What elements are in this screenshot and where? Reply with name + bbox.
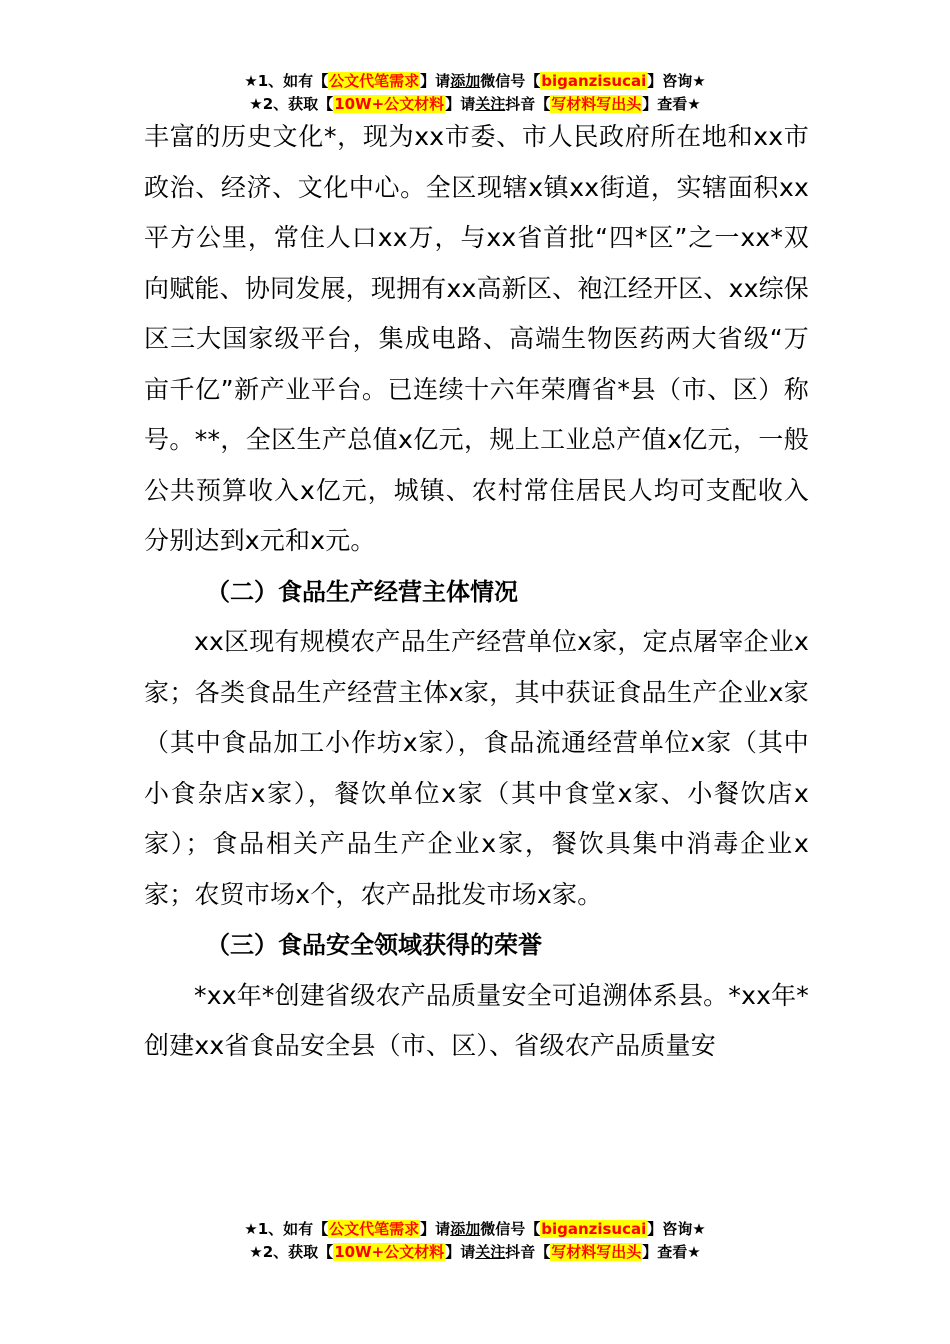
banner-text: 】请 [445, 95, 476, 113]
banner-text: 抖音【 [505, 95, 551, 113]
banner-highlight: 公文代笔需求 [329, 1220, 420, 1238]
banner-text: 】请 [420, 72, 451, 90]
banner-text: 微信号【 [480, 1220, 541, 1238]
section-heading-2: （二）食品生产经营主体情况 [206, 577, 518, 606]
paragraph-food-entities: xx区现有规模农产品生产经营单位x家，定点屠宰企业x家；各类食品生产经营主体x家，其中获证食品生产企业x家（其中食品加工小作坊x家），食品流通经营单位x家（其中小食杂店x家），餐饮单位x家（其中食堂x家、小餐饮店x家）；食品相关产品生产企业x家，餐饮具集中消毒企业x家；农贸市场x个，农产品批发市场x家。 [144, 627, 809, 909]
banner-text: ★2、获取【 [249, 1243, 334, 1261]
banner-underline: 添加 [450, 72, 481, 90]
banner-douyin-id: 写材料写出头 [551, 1243, 642, 1261]
banner-wechat-id: biganzisucai [541, 1220, 647, 1238]
banner-highlight: 公文代笔需求 [329, 72, 420, 90]
banner-highlight: 10W+公文材料 [334, 95, 445, 113]
banner-text: ★2、获取【 [249, 95, 334, 113]
banner-highlight: 10W+公文材料 [334, 1243, 445, 1261]
banner-text: ★1、如有【 [244, 1220, 329, 1238]
document-body [144, 112, 809, 1072]
bottom-banner [0, 1218, 950, 1264]
banner-line-2 [0, 1241, 950, 1264]
banner-text: 】咨询★ [647, 1220, 706, 1238]
top-banner [0, 70, 950, 116]
banner-text: ★1、如有【 [244, 72, 329, 90]
banner-line-1 [0, 70, 950, 93]
banner-text: 】请 [420, 1220, 451, 1238]
paragraph-overview: 丰富的历史文化*，现为xx市委、市人民政府所在地和xx市政治、经济、文化中心。全区现辖x镇xx街道，实辖面积xx平方公里，常住人口xx万，与xx省首批“四*区”之一xx*双向赋能、协同发展，现拥有xx高新区、袍江经开区、xx综保区三大国家级平台，集成电路、高端生物医药两大省级“万亩千亿”新产业平台。已连续十六年荣膺省*县（市、区）称号。**，全区生产总值x亿元，规上工业总产值x亿元，一般公共预算收入x亿元，城镇、农村常住居民人均可支配收入分别达到x元和x元。 [144, 122, 809, 555]
section-heading-3: （三）食品安全领域获得的荣誉 [206, 931, 542, 959]
banner-line-1 [0, 1218, 950, 1241]
banner-text: 】咨询★ [647, 72, 706, 90]
banner-douyin-id: 写材料写出头 [551, 95, 642, 113]
banner-text: 】请 [445, 1243, 476, 1261]
banner-wechat-id: biganzisucai [541, 72, 647, 90]
paragraph-honors: *xx年*创建省级农产品质量安全可追溯体系县。*xx年*创建xx省食品安全县（市、区）、省级农产品质量安 [144, 980, 809, 1060]
banner-text: 】查看★ [642, 95, 701, 113]
banner-underline: 关注 [475, 95, 506, 113]
banner-underline: 关注 [475, 1243, 506, 1261]
banner-text: 微信号【 [480, 72, 541, 90]
banner-text: 抖音【 [505, 1243, 551, 1261]
banner-text: 】查看★ [642, 1243, 701, 1261]
banner-underline: 添加 [450, 1220, 481, 1238]
